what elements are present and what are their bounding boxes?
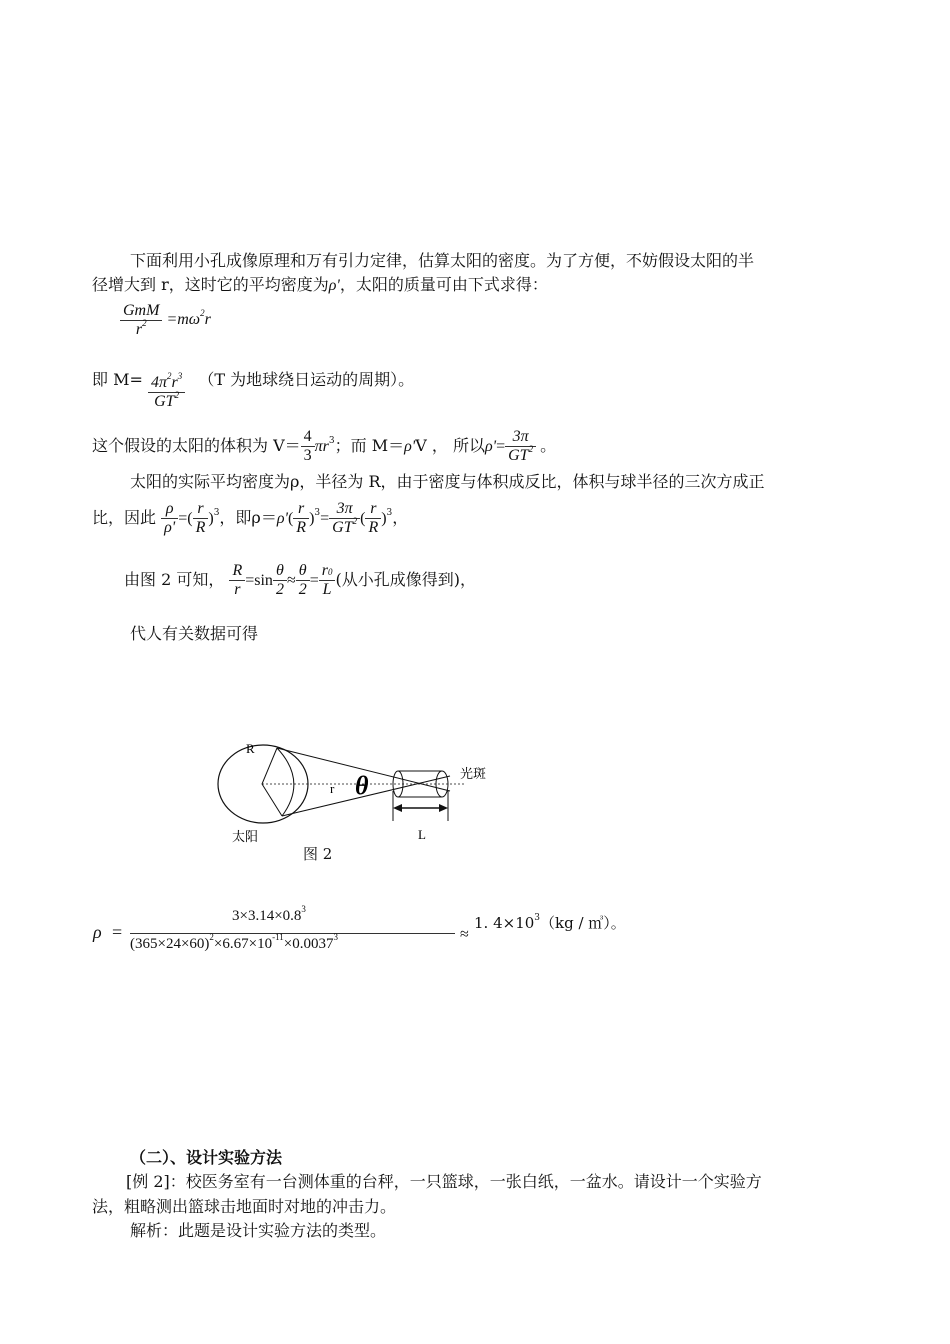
result-numerator: $3\times 3.14\times 0.8^3$ <box>232 904 306 924</box>
section2-heading: （二）、设计实验方法 <box>130 1148 283 1167</box>
theta-half-1: $\frac{\theta}{2}$ <box>273 562 287 599</box>
dens-num: 3π <box>512 428 529 445</box>
result-value: 1. $4\times 10^3(kg$ / ㎥）。 <box>474 913 626 932</box>
vol-fraction <box>301 428 315 465</box>
mass-num-text: 4π <box>150 374 167 391</box>
sun-radius-lines <box>262 748 282 816</box>
ratio-rho-fraction: $\frac{\rho}{\rho'}$ <box>161 500 178 537</box>
mass-fraction <box>148 371 185 411</box>
mass-note: （T 为地球绕日运动的周期）。 <box>198 370 415 389</box>
mass-denominator: $GT^2$ <box>148 392 185 411</box>
example2-line1: [例 2]：校医务室有一台测体重的台秤，一只篮球，一张白纸，一盆水。请设计一个实验方 <box>126 1172 762 1191</box>
dens-den-text: GT <box>508 447 529 464</box>
vol-den: 3 <box>301 446 315 465</box>
mass-formula <box>92 362 415 410</box>
eq1-rhs: =mω <box>166 311 201 329</box>
label-spot: 光斑 <box>460 766 487 781</box>
para3-suffix: (从小孔成像得到)， <box>335 570 476 589</box>
para4: 代人有关数据可得 <box>130 624 259 643</box>
para2-line2: 比，因此 $\frac{\rho}{\rho'}$ =( $\frac{r}{R}$ )$^3$，即ρ＝ρ'( $\frac{r}{R}$ )$^3$= $\frac{3\pi}{GT^2}$ ( $\frac{r}{R}$ )$^3$， <box>92 500 409 536</box>
result-den-text: (365×24×60) <box>130 936 210 952</box>
result-value-text: 1. 4×10 <box>474 914 535 932</box>
R-over-r: $\frac{R}{r}$ <box>229 562 245 599</box>
pinhole-figure <box>210 736 510 862</box>
ratio-dens-fraction: $\frac{3\pi}{GT^2}$ <box>329 500 360 537</box>
para2-line2-text: 比，因此 <box>92 508 157 527</box>
result-fraction-bar <box>130 933 455 934</box>
rho-prime-symbol: ρ' <box>328 277 340 294</box>
eq1-denominator: $r^2$ <box>120 320 162 339</box>
eq1-numerator: GmM <box>123 302 160 319</box>
vol-end: 。 <box>540 436 557 455</box>
mass-prefix: 即 M= <box>92 370 143 389</box>
vol-prefix: 这个假设的太阳的体积为 V＝ <box>92 436 301 455</box>
para1-line2 <box>92 273 548 298</box>
result-num-text: 3×3.14×0.8 <box>232 908 302 924</box>
label-L: L <box>418 827 426 842</box>
mass-numerator: $4\pi^2r^3$ <box>150 371 183 391</box>
result-equals: = <box>112 922 123 942</box>
result-den-mid: ×6.67×10 <box>213 936 273 952</box>
result-den-exp: -11 <box>272 932 284 942</box>
theta-symbol: θ <box>355 771 369 800</box>
dens-rho-prime: ρ' <box>484 438 497 455</box>
para2-line1: 太阳的实际平均密度为ρ，半径为 R，由于密度与体积成反比，体积与球半径的三次方成正 <box>130 472 765 491</box>
para1-line1: 下面利用小孔成像原理和万有引力定律，估算太阳的密度。为了方便，不妨假设太阳的半 <box>130 251 755 270</box>
vol-mid: ；而 M＝ <box>334 436 405 455</box>
L-arrow-left-head <box>393 804 402 812</box>
vol-num: 4 <box>303 428 312 445</box>
mass-num-end: r <box>171 374 178 391</box>
vol-mid2: V ， 所以 <box>415 436 485 455</box>
ratio-r-fraction-2: $\frac{r}{R}$ <box>293 500 309 537</box>
para1-line2-text: 径增大到 r，这时它的平均密度为 <box>92 275 329 294</box>
result-den-end: ×0.0037 <box>283 936 334 952</box>
equation-gravity: $\frac{\text{GmM}}{r^2}$ $=m\omega^2r$ <box>120 302 211 339</box>
ratio-r-fraction: $\frac{r}{R}$ <box>193 500 209 537</box>
mass-den-text: GT <box>154 393 175 410</box>
para1-line2-tail: ，太阳的质量可由下式求得： <box>339 275 548 294</box>
para3: 由图 2 可知， $\frac{R}{r}$ =sin $\frac{\theta}{2}$ ≈ $\frac{\theta}{2}$ = $\frac{r0}{L}$ (从小孔成像得到)， <box>124 562 476 598</box>
r0-over-L: $\frac{r0}{L}$ <box>319 562 336 599</box>
dens-fraction <box>505 428 536 465</box>
dens-den: $GT^2$ <box>505 446 536 465</box>
eq1-rhs-end: r <box>204 311 211 329</box>
label-sun: 太阳 <box>232 829 259 844</box>
para2-mid: ，即ρ＝ <box>219 508 277 527</box>
para3-prefix: 由图 2 可知， <box>124 570 225 589</box>
volume-line: 这个假设的太阳的体积为 V＝ $\frac{4}{3}$ $\pi r^3$；而 M＝ρ'V ， 所以ρ'= $\frac{3\pi}{GT^2}$ 。 <box>92 428 557 464</box>
vol-rho-prime: ρ' <box>404 438 416 455</box>
ratio-r-fraction-3: $\frac{r}{R}$ <box>365 500 381 537</box>
eq1-den-var: r <box>135 321 143 338</box>
vol-after: πr <box>314 438 329 455</box>
label-R: R <box>246 741 255 756</box>
result-denominator: $(365\times 24\times 60)^2\times 6.67\times 10^{-11}\times 0.0037^3$ <box>130 932 338 952</box>
example2-line2: 法，粗略测出篮球击地面时对地的冲击力。 <box>92 1197 397 1216</box>
L-arrow-right-head <box>439 804 448 812</box>
result-approx: ≈ <box>460 926 469 943</box>
figure-caption: 图 2 <box>303 845 333 863</box>
para2-end: ， <box>392 508 409 527</box>
theta-half-2: $\frac{\theta}{2}$ <box>296 562 310 599</box>
eq1-fraction <box>120 302 162 339</box>
result-rho: ρ <box>93 922 102 942</box>
analysis-line: 解析：此题是设计实验方法的类型。 <box>130 1221 387 1240</box>
label-r: r <box>330 781 335 796</box>
result-unit: （kg / ㎥）。 <box>540 914 626 932</box>
sun-arc <box>277 748 294 816</box>
